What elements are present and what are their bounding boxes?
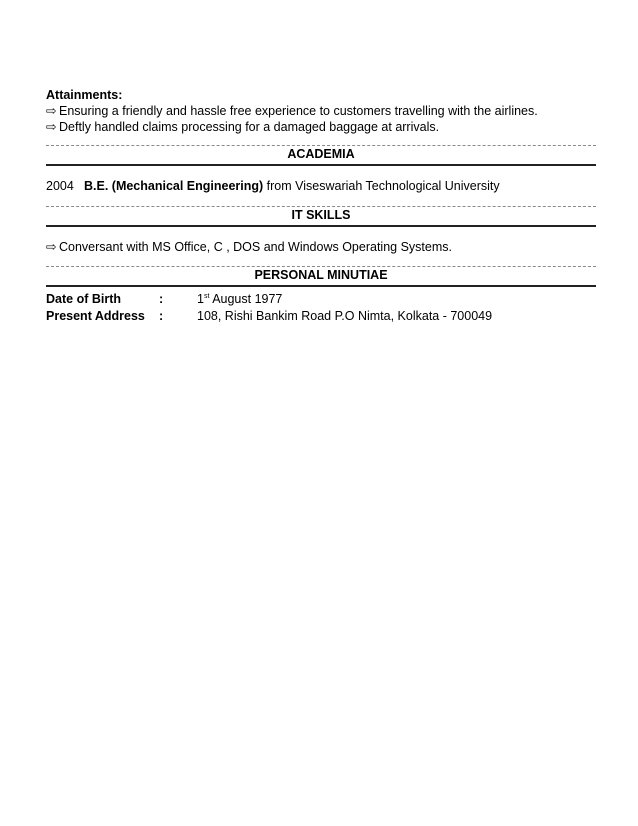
arrow-right-icon: ⇨ <box>46 240 57 254</box>
dob-suffix: st <box>203 292 210 300</box>
dob-colon: : <box>159 292 164 306</box>
address-label: Present Address <box>46 309 145 323</box>
address-colon: : <box>159 309 164 323</box>
attainments-title: Attainments: <box>46 88 123 102</box>
attainment-item <box>46 104 596 119</box>
table-row <box>46 291 492 308</box>
section-heading-academia <box>46 145 596 166</box>
arrow-right-icon: ⇨ <box>46 104 57 118</box>
it-skills-entry <box>46 240 596 255</box>
dob-day: 1 <box>197 292 204 306</box>
section-heading-label: PERSONAL MINUTIAE <box>254 268 388 282</box>
section-heading-personal <box>46 266 596 287</box>
section-heading-label: ACADEMIA <box>287 147 355 161</box>
section-heading-label: IT SKILLS <box>291 208 351 222</box>
table-row <box>46 308 492 325</box>
attainment-text: Ensuring a friendly and hassle free experience to customers travelling with the airlines. <box>59 104 538 118</box>
academia-entry <box>46 179 596 194</box>
address-value: 108, Rishi Bankim Road P.O Nimta, Kolkata - 700049 <box>197 309 493 323</box>
academia-degree: B.E. (Mechanical Engineering) <box>84 179 264 193</box>
dob-value <box>197 291 492 308</box>
attainment-text: Deftly handled claims processing for a damaged baggage at arrivals. <box>59 120 440 134</box>
academia-year: 2004 <box>46 179 74 193</box>
resume-page <box>46 88 596 325</box>
section-heading-it-skills <box>46 206 596 227</box>
it-skills-text: Conversant with MS Office, C , DOS and Windows Operating Systems. <box>59 240 452 254</box>
attainment-item <box>46 120 596 135</box>
attainments-block <box>46 88 596 135</box>
arrow-right-icon: ⇨ <box>46 120 57 134</box>
dob-label: Date of Birth <box>46 292 121 306</box>
academia-institution: from Viseswariah Technological University <box>263 179 500 193</box>
dob-rest: August 1977 <box>209 292 283 306</box>
personal-details-table <box>46 291 492 325</box>
